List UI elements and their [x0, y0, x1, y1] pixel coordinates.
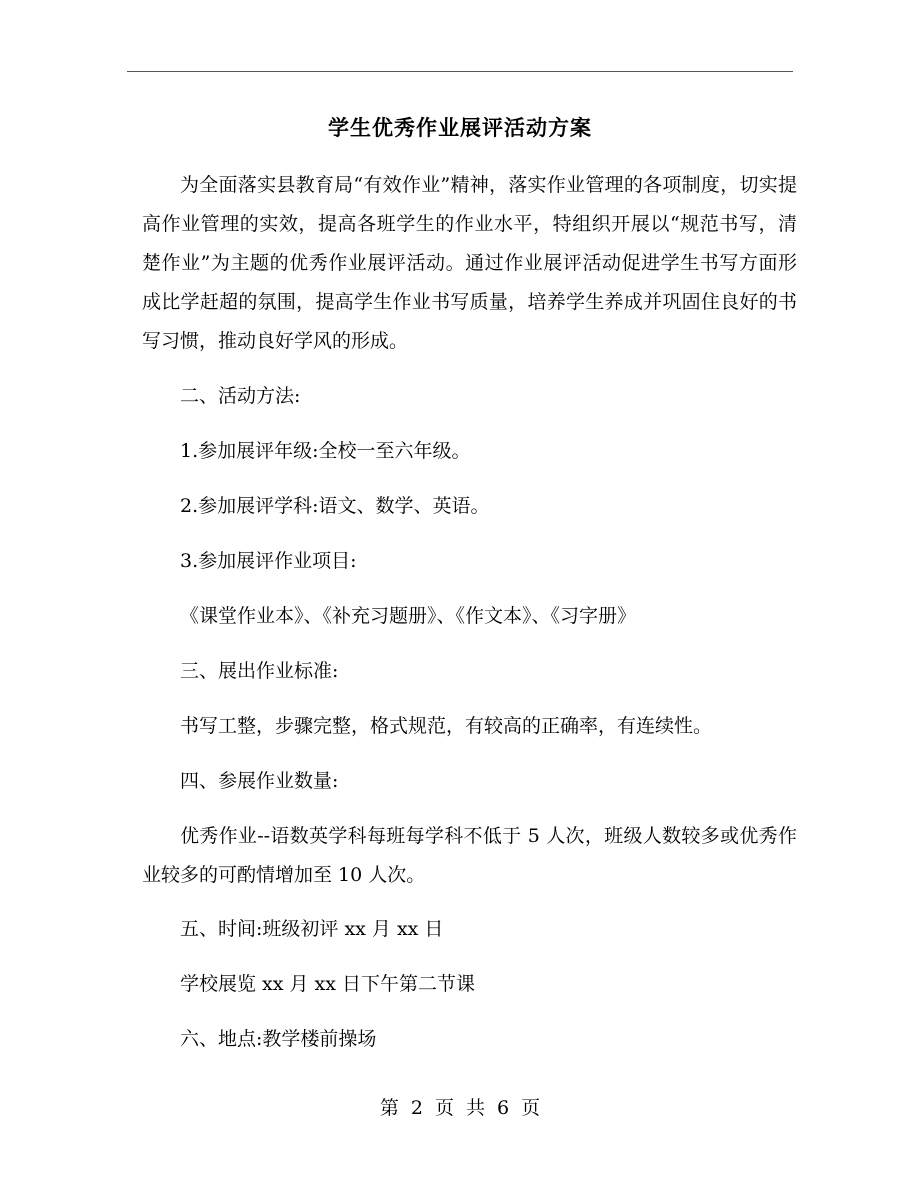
document-title: 学生优秀作业展评活动方案 [328, 115, 592, 140]
section-heading-time: 五、时间:班级初评 xx 月 xx 日 [180, 918, 444, 940]
page-number: 第 2 页 共 6 页 [379, 1097, 541, 1119]
homework-types-detail: 《课堂作业本》、《补充习题册》、《作文本》、《习字册》 [180, 605, 637, 627]
intro-paragraph: 为全面落实县教育局“有效作业”精神，落实作业管理的各项制度，切实提高作业管理的实效，提高各班学生的作业水平，特组织开展以“规范书写，清楚作业”为主题的优秀作业展评活动。通过作业展评活动促进学生书写方面形成比学赶超的氛围，提高学生作业书写质量，培养学生养成并巩固住良好的书写习惯，推动良好学风的形成。 [142, 174, 797, 352]
list-item-grades: 1.参加展评年级:全校一至六年级。 [180, 440, 471, 462]
list-item-homework-types: 3.参加展评作业项目: [180, 550, 357, 572]
section-heading-quantity: 四、参展作业数量: [180, 770, 339, 792]
exhibition-time-text: 学校展览 xx 月 xx 日下午第二节课 [180, 973, 476, 995]
standards-text: 书写工整，步骤完整，格式规范，有较高的正确率，有连续性。 [180, 715, 713, 737]
section-heading-location: 六、地点:教学楼前操场 [180, 1028, 377, 1050]
quantity-text: 优秀作业--语数英学科每班每学科不低于 5 人次，班级人数较多或优秀作业较多的可酌情增加至 10 人次。 [142, 825, 797, 886]
header-rule [127, 71, 793, 72]
section-heading-methods: 二、活动方法: [180, 385, 301, 407]
section-heading-standards: 三、展出作业标准: [180, 660, 339, 682]
document-body [142, 166, 797, 1059]
list-item-subjects: 2.参加展评学科:语文、数学、英语。 [180, 495, 490, 517]
